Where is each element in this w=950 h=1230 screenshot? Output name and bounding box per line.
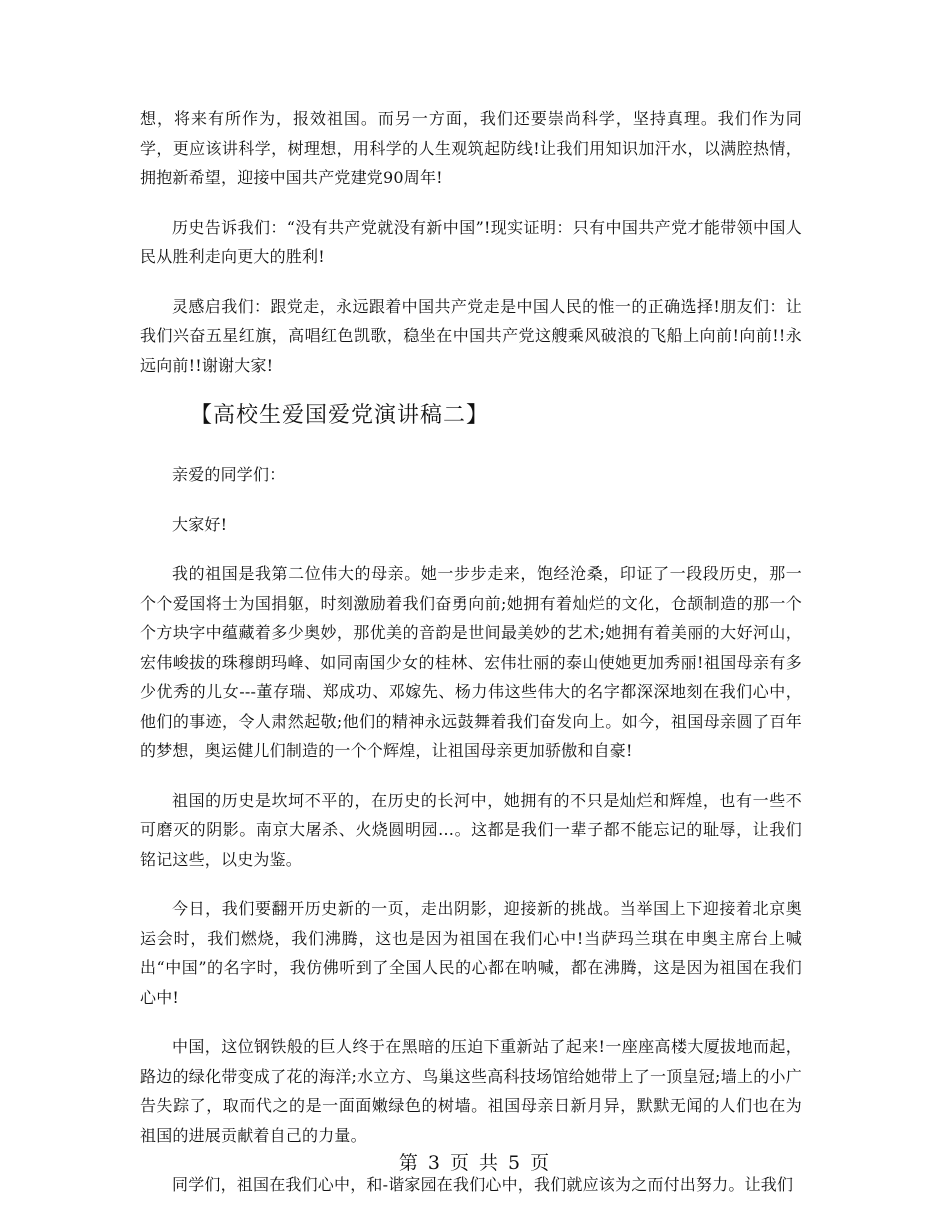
- paragraph-history: 历史告诉我们：“没有共产党就没有新中国”!现实证明：只有中国共产党才能带领中国人民从胜利走向更大的胜利!: [140, 217, 802, 266]
- paragraph-motherland: 我的祖国是我第二位伟大的母亲。她一步步走来，饱经沧桑，印证了一段段历史，那一个个爱国将士为国捐躯，时刻激励着我们奋勇向前;她拥有着灿烂的文化，仓颉制造的那一个个方块字中蕴藏着多少奥妙，那优美的音韵是世间最美妙的艺术;她拥有着美丽的大好河山，宏伟峻拔的珠穆朗玛峰、如同南国少女的桂林、宏伟壮丽的泰山使她更加秀丽!祖国母亲有多少优秀的儿女---董存瑞、郑成功、邓嫁先、杨力伟这些伟大的名字都深深地刻在我们心中，他们的事迹，令人肃然起敬;他们的精神永远鼓舞着我们奋发向上。如今，祖国母亲圆了百年的梦想，奥运健儿们制造的一个个辉煌，让祖国母亲更加骄傲和自豪!: [140, 564, 802, 760]
- paragraph-history-rough: 祖国的历史是坎坷不平的，在历史的长河中，她拥有的不只是灿烂和辉煌，也有一些不可磨灭的阴影。南京大屠杀、火烧圆明园…。这都是我们一辈子都不能忘记的耻辱，让我们铭记这些，以史为鉴。: [140, 790, 802, 869]
- paragraph-classmates: 同学们，祖国在我们心中，和-谐家园在我们心中，我们就应该为之而付出努力。让我们: [172, 1175, 794, 1194]
- page-number-footer: 第 3 页 共 5 页: [398, 1152, 552, 1174]
- document-body: [140, 104, 802, 1220]
- paragraph-continuation: 想，将来有所作为，报效祖国。而另一方面，我们还要崇尚科学，坚持真理。我们作为同学，更应该讲科学，树理想，用科学的人生观筑起防线!让我们用知识加汗水，以满腔热情，拥抱新希望，迎接中国共产党建党90周年!: [140, 109, 802, 187]
- paragraph-greeting: 大家好!: [172, 514, 228, 534]
- paragraph-inspiration: 灵感启我们：跟党走，永远跟着中国共产党走是中国人民的惟一的正确选择!朋友们：让我们兴奋五星红旗，高唱红色凯歌，稳坐在中国共产党这艘乘风破浪的飞船上向前!向前!!永远向前!!谢谢大家!: [140, 296, 802, 375]
- section-heading: 【高校生爱国爱党演讲稿二】: [190, 403, 490, 428]
- paragraph-today: 今日，我们要翻开历史新的一页，走出阴影，迎接新的挑战。当举国上下迎接着北京奥运会时，我们燃烧，我们沸腾，这也是因为祖国在我们心中!当萨玛兰琪在申奥主席台上喊出“中国”的名字时，我仿佛听到了全国人民的心都在呐喊，都在沸腾，这是因为祖国在我们心中!: [140, 899, 802, 1007]
- paragraph-china: 中国，这位钢铁般的巨人终于在黑暗的压迫下重新站了起来!一座座高楼大厦拔地而起，路边的绿化带变成了花的海洋;水立方、鸟巢这些高科技场馆给她带上了一顶皇冠;墙上的小广告失踪了，取而代之的是一面面嫩绿色的树墙。祖国母亲日新月异，默默无闻的人们也在为祖国的进展贡献着自己的力量。: [140, 1037, 802, 1145]
- paragraph-salutation: 亲爱的同学们：: [172, 465, 286, 484]
